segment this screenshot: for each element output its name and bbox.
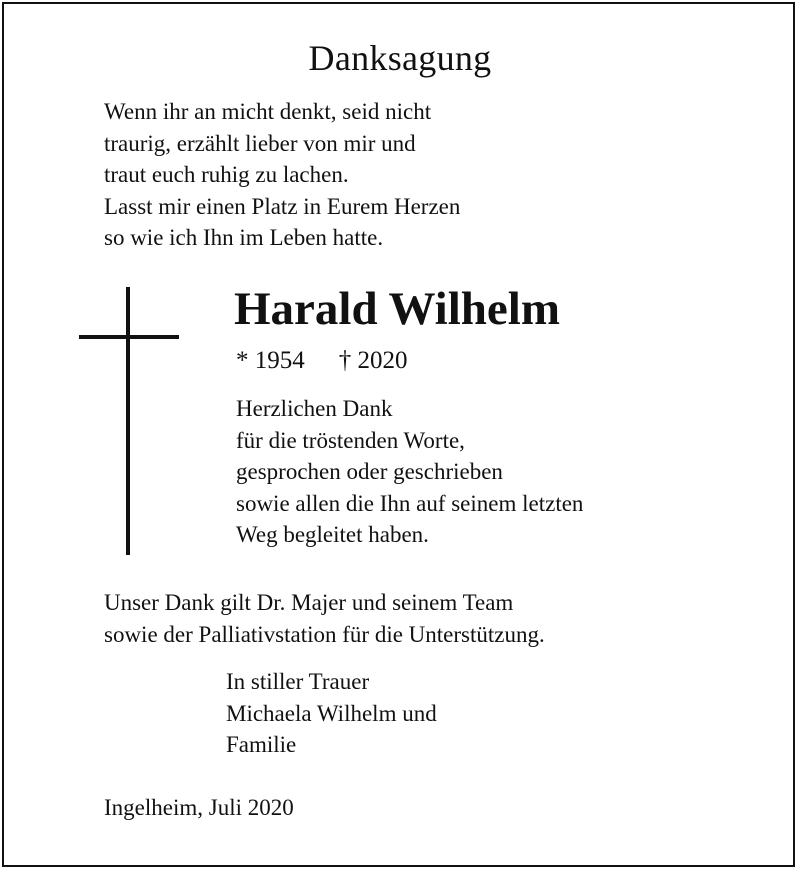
mourners-line: Familie: [226, 732, 297, 757]
poem-line: Lasst mir einen Platz in Eurem Herzen: [104, 193, 461, 219]
cross-horizontal-bar: [79, 335, 179, 339]
thanks-message: [236, 393, 583, 551]
clinic-thanks: [104, 587, 545, 650]
thanks-line: Herzlichen Dank: [236, 396, 393, 421]
cross-icon: [79, 287, 179, 555]
thanks-line: für die tröstenden Worte,: [236, 427, 465, 453]
birth-year: * 1954: [236, 347, 305, 374]
mourners-signature: [226, 666, 437, 761]
mourners-line: Michaela Wilhelm und: [226, 700, 437, 726]
poem-line: Wenn ihr an micht denkt, seid nicht: [104, 99, 432, 124]
life-dates: [236, 344, 408, 378]
poem-line: traurig, erzählt lieber von mir und: [104, 130, 416, 156]
place-and-date: Ingelheim, Juli 2020: [104, 795, 294, 820]
clinic-thanks-line: sowie der Palliativstation für die Unterstützung.: [104, 621, 545, 647]
clinic-thanks-line: Unser Dank gilt Dr. Majer und seinem Team: [104, 590, 514, 615]
thanks-line: Weg begleitet haben.: [236, 522, 429, 547]
mourners-line: In stiller Trauer: [226, 669, 370, 694]
thanks-line: sowie allen die Ihn auf seinem letzten: [236, 490, 584, 516]
cross-vertical-bar: [126, 287, 130, 555]
thanks-line: gesprochen oder geschrieben: [236, 459, 503, 484]
poem-line: so wie ich Ihn im Leben hatte.: [104, 225, 384, 250]
notice-title: Danksagung: [308, 38, 492, 78]
poem-line: traut euch ruhig zu lachen.: [104, 162, 349, 187]
deceased-name: Harald Wilhelm: [234, 283, 560, 335]
death-year: † 2020: [338, 347, 408, 374]
memorial-poem: [104, 96, 460, 254]
